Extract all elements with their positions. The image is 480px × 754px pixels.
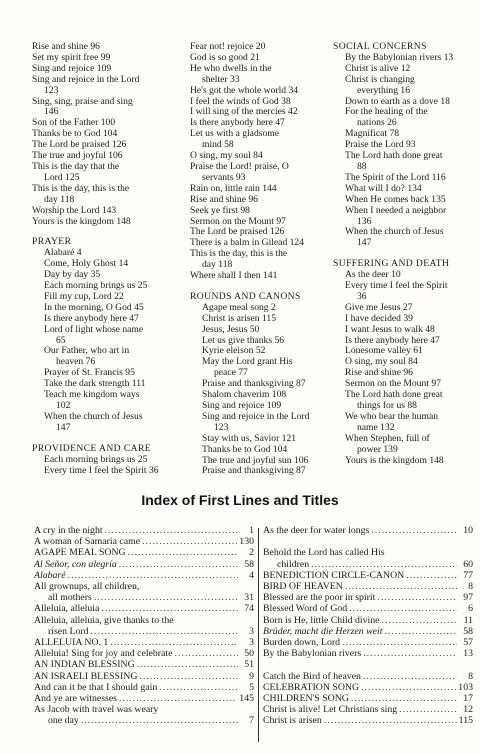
index-entry <box>34 715 254 726</box>
dot-leader <box>311 559 457 570</box>
index-entry-title: A cry in the night <box>34 525 103 536</box>
topic-entry: Christ is changing <box>345 73 415 85</box>
dot-leader <box>351 693 457 704</box>
dot-leader <box>119 693 237 704</box>
index-entry-page: 10 <box>463 525 473 536</box>
topic-entry: When I needed a neighbor <box>345 204 447 216</box>
topic-entry: Lonesome valley 61 <box>345 345 423 357</box>
topic-entry: Day by day 35 <box>44 269 101 281</box>
index-entry <box>34 536 254 547</box>
index-entry <box>263 592 473 603</box>
dot-leader <box>81 715 238 726</box>
index-entry <box>263 682 473 693</box>
index-entry-title: AGAPE MEAL SONG <box>34 547 126 559</box>
topic-entry: By the Babylonian rivers 13 <box>345 51 454 63</box>
index-entry-title: one day <box>48 715 79 727</box>
topic-entry: Christ is arisen 115 <box>202 312 276 324</box>
index-entry-title: ALLELUIA NO. 1 <box>34 637 109 649</box>
entry-continuation: 123 <box>44 84 59 96</box>
index-entry-title: CELEBRATION SONG <box>263 681 360 693</box>
topic-column-3 <box>333 42 473 466</box>
dot-leader <box>142 536 237 547</box>
index-entry-title: As the deer for water longs <box>263 525 370 536</box>
dot-leader <box>159 682 238 693</box>
index-entry <box>34 704 254 715</box>
topic-entry: Kyrie eleison 52 <box>202 345 266 357</box>
index-entry <box>34 637 254 648</box>
entry-continuation: 88 <box>357 160 367 172</box>
topic-entry: Rise and shine 96 <box>345 367 413 379</box>
dot-leader <box>363 648 457 659</box>
index-entry <box>263 693 473 704</box>
entry-continuation: 36 <box>357 290 367 302</box>
topic-entry: The Spirit of the Lord 116 <box>345 171 446 183</box>
index-entry <box>263 603 473 614</box>
index-entry-title: Christ is arisen <box>263 715 322 727</box>
topic-entry: Each morning brings us 25 <box>44 453 148 465</box>
topic-entry: Sing and rejoice in the Lord <box>32 73 140 85</box>
section-heading: SUFFERING AND DEATH <box>333 258 450 270</box>
index-entry-title: Brüder, macht die Herzen weit <box>263 625 383 637</box>
index-entry-page: 31 <box>244 592 254 604</box>
topic-entry: Jesus, Jesus 50 <box>202 323 260 335</box>
index-entry-title: AN INDIAN BLESSING <box>34 659 135 671</box>
topic-entry: This is the day, this is the <box>32 182 130 194</box>
topic-entry: We who bear the human <box>345 410 438 422</box>
index-entry <box>34 603 254 614</box>
index-entry <box>34 547 254 558</box>
index-entry <box>263 615 473 626</box>
topic-entry: Rain on, little rain 144 <box>190 182 277 194</box>
dot-leader <box>349 603 457 614</box>
index-entry-page: 57 <box>463 637 473 649</box>
index-entry <box>34 615 254 626</box>
index-entry-page: 50 <box>244 648 254 660</box>
index-entry-page: 97 <box>463 592 473 604</box>
topic-entry: Set my spirit free 99 <box>32 51 111 63</box>
index-entry-title: And can it be that I should gain <box>34 681 158 693</box>
index-entry <box>34 682 254 693</box>
topic-entry: When the church of Jesus <box>345 226 444 238</box>
index-entry <box>34 559 254 570</box>
topic-entry: Christ is alive 12 <box>345 62 411 74</box>
index-entry <box>263 525 473 536</box>
index-entry-title: risen Lord <box>48 625 89 637</box>
dot-leader <box>68 570 238 581</box>
index-entry-title: Alleluia, alleluia <box>34 603 100 615</box>
index-entry-title: BENEDICTION CIRCLE-CANON <box>263 569 405 581</box>
topic-entry: This is the day that the <box>32 160 120 172</box>
dot-leader <box>119 559 238 570</box>
index-entry <box>263 570 473 581</box>
dot-leader <box>94 592 238 603</box>
topic-entry: Teach me kingdom ways <box>44 389 140 401</box>
dot-leader <box>91 626 238 637</box>
index-entry-page: 4 <box>249 569 254 581</box>
index-entry-page: 3 <box>249 637 254 649</box>
entry-continuation: day 118 <box>202 259 233 271</box>
index-entry-page: 74 <box>244 603 254 615</box>
index-entry-title: Alabaré <box>34 569 66 581</box>
index-entry <box>263 671 473 682</box>
dot-leader <box>345 581 457 592</box>
index-entry-title: Alleluia, alleluia, give thanks to the <box>34 614 174 626</box>
topic-entry: Alabaré 4 <box>44 247 82 259</box>
index-column-right <box>263 525 473 727</box>
index-entry-title: children <box>277 558 310 570</box>
topic-entry: The Lord hath done great <box>345 389 443 401</box>
topic-entry: Take the dark strength 111 <box>44 378 146 390</box>
entry-continuation: everything 16 <box>357 84 411 96</box>
topic-entry: The Lord be praised 126 <box>190 226 285 238</box>
index-entry <box>34 581 254 592</box>
entry-continuation: 146 <box>44 106 59 118</box>
entry-continuation: 147 <box>357 237 372 249</box>
topic-entry: O sing, my soul 84 <box>190 150 263 162</box>
column-divider <box>258 528 259 742</box>
index-entry-page: 5 <box>249 681 254 693</box>
index-entry <box>34 693 254 704</box>
dot-leader <box>377 592 457 603</box>
index-entry-title: A woman of Samaria came <box>34 536 141 548</box>
topic-entry: Stay with us, Savior 121 <box>202 432 297 444</box>
topic-entry: When Stephen, full of <box>345 432 430 444</box>
topic-entry: Prayer of St. Francis 95 <box>44 367 135 379</box>
index-entry-title: All grownups, all children, <box>34 581 140 593</box>
index-entry-page: 2 <box>249 547 254 559</box>
section-heading: PROVIDENCE AND CARE <box>32 442 152 454</box>
index-entry-page: 12 <box>463 704 473 716</box>
index-entry-page: 115 <box>458 715 473 727</box>
index-entry <box>263 536 473 547</box>
index-entry-title: BIRD OF HEAVEN <box>263 581 343 592</box>
dot-leader <box>139 671 238 682</box>
topic-entry: Praise the Lord 93 <box>345 139 416 151</box>
index-entry-page: 7 <box>249 715 254 727</box>
index-entry-page: 77 <box>463 569 473 581</box>
index-entry-page: 3 <box>249 625 254 637</box>
dot-leader <box>406 570 457 581</box>
topic-entry: I feel the winds of God 38 <box>190 95 291 107</box>
entry-continuation: things for us 88 <box>357 400 417 411</box>
index-entry <box>263 626 473 637</box>
topic-entry: Come, Holy Ghost 14 <box>44 258 129 270</box>
dot-leader <box>324 715 457 726</box>
topic-entry: Rise and shine 96 <box>190 193 258 205</box>
index-entry <box>263 659 473 670</box>
entry-continuation: nations 26 <box>357 117 397 129</box>
topic-column-1 <box>32 42 182 476</box>
topic-entry: Praise and thanksgiving 87 <box>202 378 306 390</box>
entry-continuation: peace 77 <box>214 367 248 379</box>
index-entry-title: Christ is alive! Let Christians sing <box>263 704 398 716</box>
topic-entry: Agape meal song 2 <box>202 301 276 313</box>
topic-entry: He's got the whole world 34 <box>190 84 299 96</box>
index-entry-page: 130 <box>239 536 254 548</box>
index-entry-page: 13 <box>463 648 473 660</box>
index-entry-title: AN ISRAELI BLESSING <box>34 670 138 682</box>
index-entry-title: Born is He, little Child divine <box>263 614 380 626</box>
index-entry-title: Burden down, Lord <box>263 637 341 649</box>
topic-entry: Is there anybody here 47 <box>44 312 139 324</box>
index-entry-page: 1 <box>249 525 254 536</box>
dot-leader <box>174 648 238 659</box>
index-entry-title: all mothers <box>48 592 92 604</box>
index-entry-title: Blessed Word of God <box>263 603 348 615</box>
index-entry-title: Blessed are the poor in spirit <box>263 592 376 604</box>
index-entry-title: By the Babylonian rivers <box>263 648 362 660</box>
topic-entry: What will I do? 134 <box>345 182 422 194</box>
topic-entry: The true and joyful 106 <box>32 150 123 162</box>
entry-continuation: power 139 <box>357 443 398 455</box>
topic-entry: Give me Jesus 27 <box>345 301 413 313</box>
topic-entry: Every time I feel the Spirit <box>345 280 448 292</box>
topic-entry: The Lord hath done great <box>345 150 443 162</box>
topic-entry: May the Lord grant His <box>202 356 293 368</box>
index-entry <box>34 659 254 670</box>
entry-continuation: servants 93 <box>202 171 246 183</box>
index-entry <box>263 715 473 726</box>
topic-entry: When He comes back 135 <box>345 193 446 205</box>
topic-entry: As the deer 10 <box>345 269 401 281</box>
index-entry-page: 17 <box>463 693 473 705</box>
topic-entry: When the church of Jesus <box>44 410 143 422</box>
topic-entry: In the morning, O God 45 <box>44 301 144 313</box>
index-entry <box>34 570 254 581</box>
topic-entry: Sing, sing, praise and sing <box>32 95 133 107</box>
entry-continuation: 147 <box>56 421 71 433</box>
topic-entry: I want Jesus to walk 48 <box>345 323 435 335</box>
entry-continuation: shelter 33 <box>202 73 240 85</box>
dot-leader <box>101 603 238 614</box>
section-heading: PRAYER <box>32 236 72 248</box>
index-entry-page: 8 <box>468 670 473 682</box>
index-entry-page: 8 <box>468 581 473 592</box>
dot-leader <box>342 637 457 648</box>
dot-leader <box>110 637 238 648</box>
topic-entry: Shalom chaverim 108 <box>202 389 287 401</box>
dot-leader <box>137 659 238 670</box>
topic-entry: Worship the Lord 143 <box>32 204 117 216</box>
index-entry-page: 9 <box>249 670 254 682</box>
topic-entry: Praise and thanksgiving 87 <box>202 465 306 477</box>
topic-entry: Is there anybody here 47 <box>345 334 440 346</box>
dot-leader <box>105 525 238 536</box>
dot-leader <box>128 547 238 558</box>
entry-continuation: name 132 <box>357 421 395 433</box>
index-entry <box>263 547 473 558</box>
topic-entry: Each morning brings us 25 <box>44 280 148 292</box>
index-entry <box>34 648 254 659</box>
entry-continuation: mind 58 <box>202 139 234 151</box>
topic-entry: The Lord be praised 126 <box>32 139 127 151</box>
dot-leader <box>361 682 456 693</box>
dot-leader <box>371 525 457 536</box>
topic-entry: Lord of light whose name <box>44 323 144 335</box>
topic-entry: This is the day, this is the <box>190 248 288 260</box>
topic-entry: Let us give thanks 56 <box>202 334 285 346</box>
dot-leader <box>399 704 457 715</box>
index-entry-page: 58 <box>463 625 473 637</box>
topic-entry: Down to earth as a dove 18 <box>345 95 450 107</box>
topic-entry: I have decided 39 <box>345 312 413 324</box>
topic-entry: Thanks be to God 104 <box>32 128 118 140</box>
index-entry <box>263 704 473 715</box>
entry-continuation: 65 <box>56 334 66 346</box>
index-entry-page: 103 <box>458 681 473 693</box>
index-title: Index of First Lines and Titles <box>141 492 339 508</box>
index-entry-page: 51 <box>244 659 254 671</box>
topic-entry: Fear not! rejoice 20 <box>190 41 266 52</box>
topic-entry: O sing, my soul 84 <box>345 356 418 368</box>
index-entry-title: Catch the Bird of heaven <box>263 670 361 682</box>
index-entry <box>34 525 254 536</box>
index-entry-page: 58 <box>244 558 254 570</box>
dot-leader <box>381 615 457 626</box>
index-entry-page: 145 <box>239 693 254 705</box>
index-entry-title: Al Señor, con alegría <box>34 558 117 570</box>
index-entry <box>263 637 473 648</box>
entry-continuation: heaven 76 <box>56 356 96 368</box>
index-entry-title: As Jacob with travel was weary <box>34 704 159 716</box>
index-entry <box>263 581 473 592</box>
entry-continuation: Lord 125 <box>44 171 80 183</box>
topic-entry: Every time I feel the Spirit 36 <box>44 464 159 476</box>
topic-entry: Thanks be to God 104 <box>202 443 288 455</box>
index-entry-title: And ye are witnesses <box>34 693 117 705</box>
topic-entry: Yours is the kingdom 148 <box>32 215 131 227</box>
index-entry <box>34 626 254 637</box>
entry-continuation: day 118 <box>44 193 75 205</box>
topic-entry: For the healing of the <box>345 106 428 118</box>
topic-entry: He who dwells in the <box>190 62 272 74</box>
dot-leader <box>363 671 457 682</box>
topic-entry: Fill my cup, Lord 22 <box>44 290 124 302</box>
topic-entry: Let us with a gladsome <box>190 128 279 140</box>
index-entry-title: CHILDREN'S SONG <box>263 693 349 705</box>
index-entry-title: Alleluia! Sing for joy and celebrate <box>34 648 173 660</box>
index-column-left <box>34 525 254 727</box>
topic-entry: Sermon on the Mount 97 <box>345 378 441 390</box>
index-entry-page: 60 <box>463 558 473 570</box>
topic-entry: Sing and rejoice 109 <box>32 62 112 74</box>
index-entry-page: 6 <box>468 603 473 615</box>
topic-entry: I will sing of the mercies 42 <box>190 106 298 118</box>
topic-entry: Is there anybody here 47 <box>190 117 285 129</box>
index-entry-page: 11 <box>463 614 473 626</box>
index-entry <box>34 671 254 682</box>
topic-entry: Where shall I then 141 <box>190 270 278 282</box>
topic-entry: Praise the Lord! praise, O <box>190 160 289 172</box>
topic-entry: Our Father, who art in <box>44 345 130 357</box>
topic-entry: Sing and rejoice 109 <box>202 400 282 411</box>
topic-entry: There is a balm in Gilead 124 <box>190 237 305 249</box>
topic-entry: Son of the Father 100 <box>32 117 116 129</box>
dot-leader <box>384 626 457 637</box>
section-heading: ROUNDS AND CANONS <box>190 290 301 302</box>
topic-entry: Sermon on the Mount 97 <box>190 215 286 227</box>
topic-column-2 <box>190 42 340 477</box>
entry-continuation: 102 <box>56 400 71 411</box>
section-heading: SOCIAL CONCERNS <box>333 41 427 52</box>
topic-entry: Seek ye first 98 <box>190 204 250 216</box>
topic-entry: Yours is the kingdom 148 <box>345 454 444 466</box>
entry-continuation: 136 <box>357 215 372 227</box>
index-entry-title: Behold the Lord has called His <box>263 547 385 559</box>
entry-continuation: 123 <box>214 421 229 433</box>
topic-entry: Magnificat 78 <box>345 128 400 140</box>
index-entry <box>34 592 254 603</box>
topic-entry: God is so good 21 <box>190 51 260 63</box>
index-entry <box>263 559 473 570</box>
topic-entry: Sing and rejoice in the Lord <box>202 410 310 422</box>
topic-entry: The true and joyful sun 106 <box>202 454 309 466</box>
topic-entry: Rise and shine 96 <box>32 41 100 52</box>
index-entry <box>263 648 473 659</box>
